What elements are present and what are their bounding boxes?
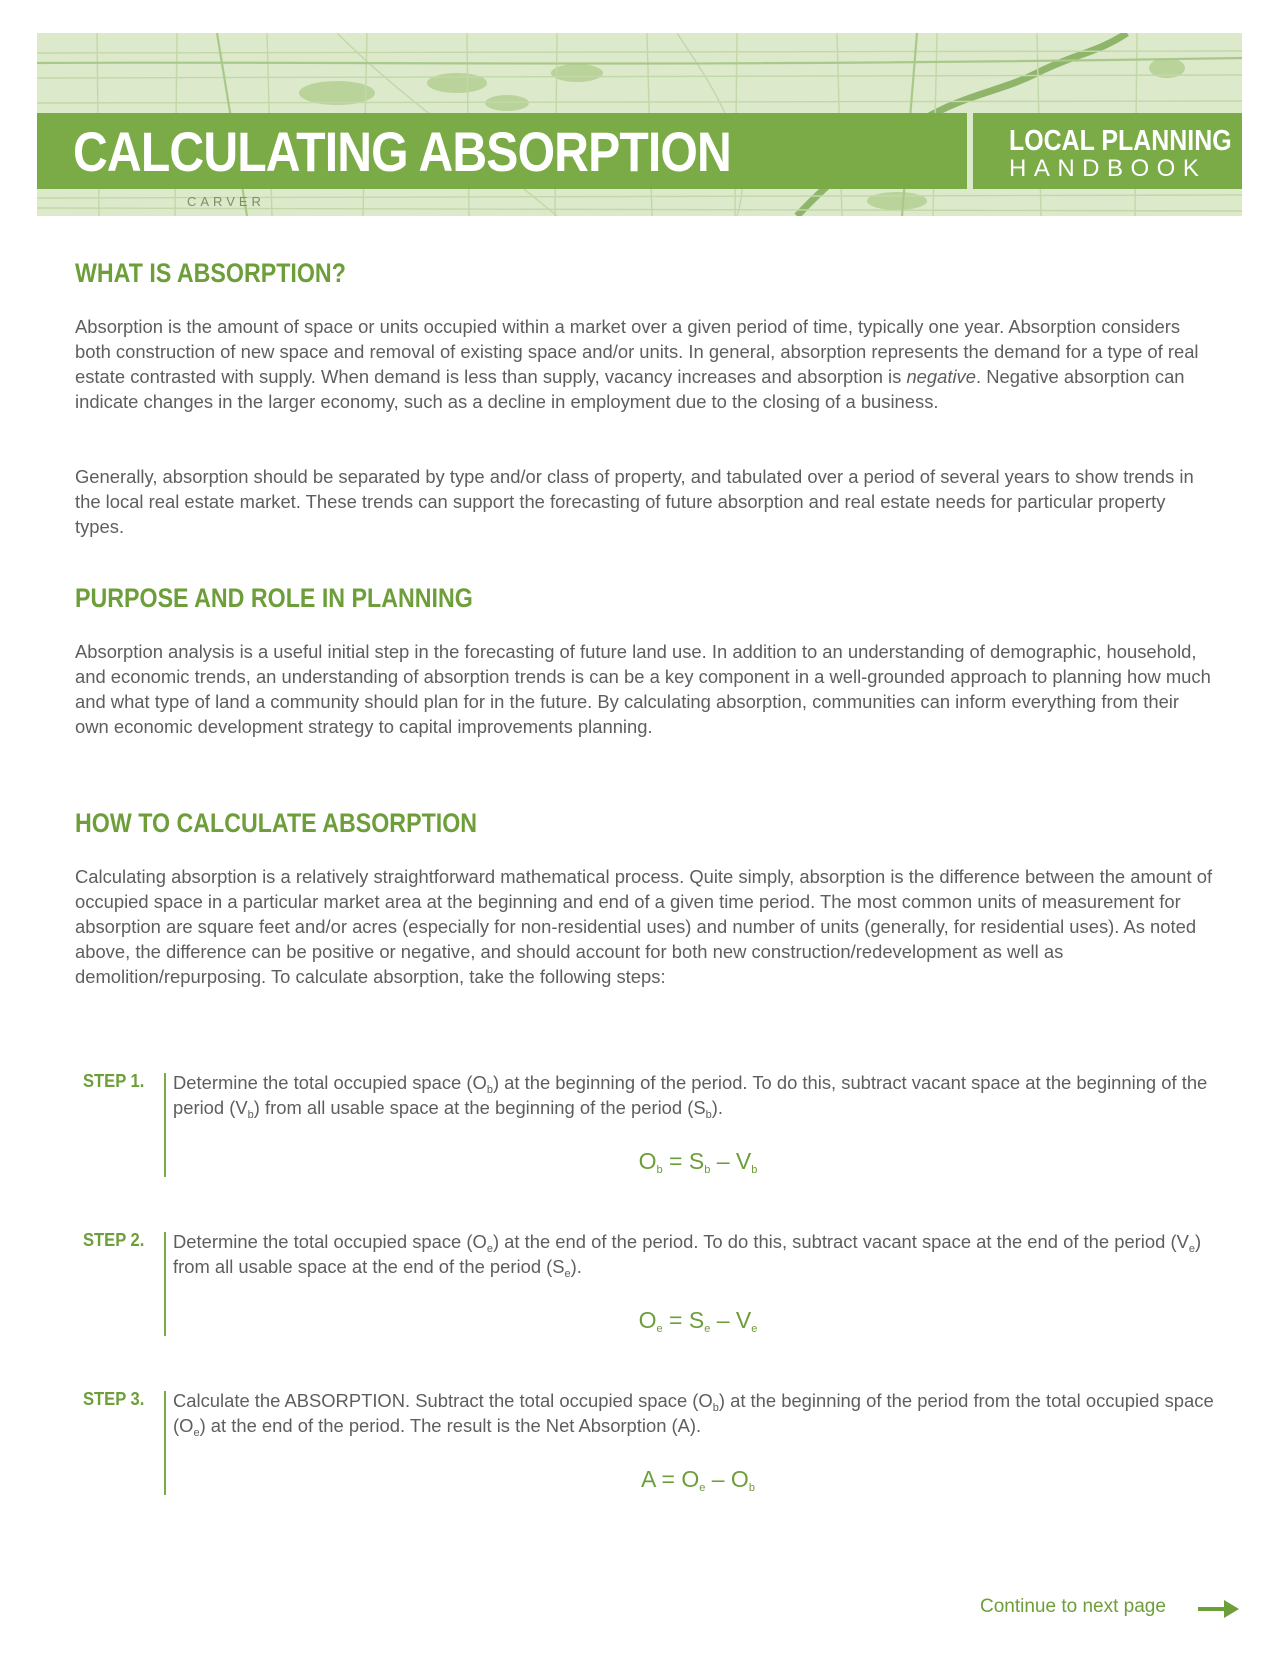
step-1-text — [173, 1070, 1223, 1120]
formula-sub: e — [656, 1323, 663, 1335]
page-title: CALCULATING ABSORPTION — [73, 120, 731, 183]
formula-term: – V — [710, 1307, 752, 1333]
step-1-text-part: Determine the total occupied space (O — [173, 1072, 487, 1093]
formula-term: O — [638, 1307, 657, 1333]
step-1-text-part: ) from all usable space at the beginning of the period (S — [253, 1097, 706, 1118]
paragraph-how: Calculating absorption is a relatively straightforward mathematical process. Quite simply, absorption is the difference between the amount of occupied space in a particular market area at the beginning and end of a given time period. The most common units of measurement for absorption are square feet and/or acres (especially for non-residential uses) and number of units (generally, for residential uses). As noted above, the difference can be positive or negative, and should account for both new construction/redevelopment as well as demolition/repurposing. To calculate absorption, take the following steps: — [75, 866, 1213, 987]
step-3-text-part: Calculate the ABSORPTION. Subtract the total occupied space (O — [173, 1390, 713, 1411]
heading-purpose-role: PURPOSE AND ROLE IN PLANNING — [75, 583, 473, 613]
step-3-label: STEP 3. — [83, 1389, 145, 1409]
paragraph-what-1-end: . Negative absorption can indicate changes in the larger economy, such as a decline in employment due to the closing of a business. — [75, 366, 1185, 412]
emphasis-negative: negative — [906, 366, 976, 387]
step-2-text-part: Determine the total occupied space (O — [173, 1231, 487, 1252]
step-3-text-part: ) at the beginning of the period from the total occupied space (O — [173, 1390, 1214, 1436]
formula-sub: e — [751, 1323, 758, 1335]
formula-term: = S — [662, 1307, 705, 1333]
heading-what-is-absorption: WHAT IS ABSORPTION? — [75, 258, 346, 288]
step-3-text — [173, 1388, 1223, 1438]
step-1-text-part: ). — [711, 1097, 723, 1118]
paragraph-what-2: Generally, absorption should be separated by type and/or class of property, and tabulated over a period of several years to show trends in the local real estate market. These trends can support the forecasting of future absorption and real estate needs for particular property types. — [75, 466, 1194, 537]
formula-term: O — [638, 1148, 657, 1174]
paragraph-purpose: Absorption analysis is a useful initial step in the forecasting of future land use. In addition to an understanding of demographic, household, and economic trends, an understanding of absorption trends is can be a key component in a well-grounded approach to planning how much and what type of land a community should plan for in the future. By calculating absorption, communities can inform everything from their own economic development strategy to capital improvements planning. — [75, 641, 1211, 737]
formula-term: = S — [662, 1148, 705, 1174]
formula-sub: b — [751, 1164, 758, 1176]
step-2-sub: e — [564, 1268, 571, 1280]
formula-sub: b — [656, 1164, 663, 1176]
step-2-text-part: ) from all usable space at the end of the period (S — [173, 1231, 1202, 1277]
brand-line-2: HANDBOOK — [1009, 155, 1207, 182]
brand-line-1: LOCAL PLANNING — [1009, 125, 1232, 157]
formula-sub: e — [704, 1323, 711, 1335]
map-label-carver: CARVER — [187, 194, 265, 209]
formula-term: – V — [710, 1148, 752, 1174]
brand-block — [973, 113, 1242, 189]
arrow-right-icon[interactable] — [1198, 1597, 1240, 1621]
step-2-text-part: ). — [570, 1256, 582, 1277]
formula-sub: b — [748, 1482, 755, 1494]
paragraph-what-1-start: Absorption is the amount of space or units occupied within a market over a given period of time, typically one year. Absorption considers both construction of new space and removal of existing space and/or units. In general, absorption represents the demand for a type of real estate contrasted with supply. When demand is less than supply, vacancy increases and absorption is — [75, 316, 1199, 387]
formula-sub: b — [704, 1164, 711, 1176]
header-banner — [37, 33, 1242, 216]
step-1-text-part: ) at the beginning of the period. To do this, subtract vacant space at the beginning of the period (V — [173, 1072, 1208, 1118]
continue-link[interactable]: Continue to next page — [980, 1596, 1166, 1617]
formula-sub: e — [699, 1482, 706, 1494]
formula-term: – O — [705, 1466, 749, 1492]
step-2-sub: e — [1188, 1243, 1195, 1255]
step-1-label: STEP 1. — [83, 1071, 145, 1091]
paragraph-what-1 — [75, 314, 1215, 414]
step-2-sub: e — [486, 1243, 493, 1255]
step-3-text-part: ) at the end of the period. The result is the Net Absorption (A). — [199, 1415, 702, 1436]
formula-term: A = O — [641, 1466, 700, 1492]
title-bar — [37, 113, 967, 189]
step-2-text — [173, 1229, 1223, 1279]
step-3-rule — [164, 1391, 166, 1495]
step-1-sub: b — [247, 1109, 254, 1121]
step-3-sub: b — [712, 1402, 719, 1414]
step-1-sub: b — [486, 1084, 493, 1096]
step-3-formula — [173, 1466, 1223, 1493]
heading-how-to-calculate: HOW TO CALCULATE ABSORPTION — [75, 808, 478, 838]
step-2-rule — [164, 1232, 166, 1336]
step-1-formula — [173, 1148, 1223, 1175]
step-1-sub: b — [705, 1109, 712, 1121]
step-2-label: STEP 2. — [83, 1230, 145, 1250]
step-3-sub: e — [193, 1427, 200, 1439]
step-2-text-part: ) at the end of the period. To do this, subtract vacant space at the end of the period (V — [492, 1231, 1189, 1252]
step-1-rule — [164, 1073, 166, 1177]
step-2-formula — [173, 1307, 1223, 1334]
